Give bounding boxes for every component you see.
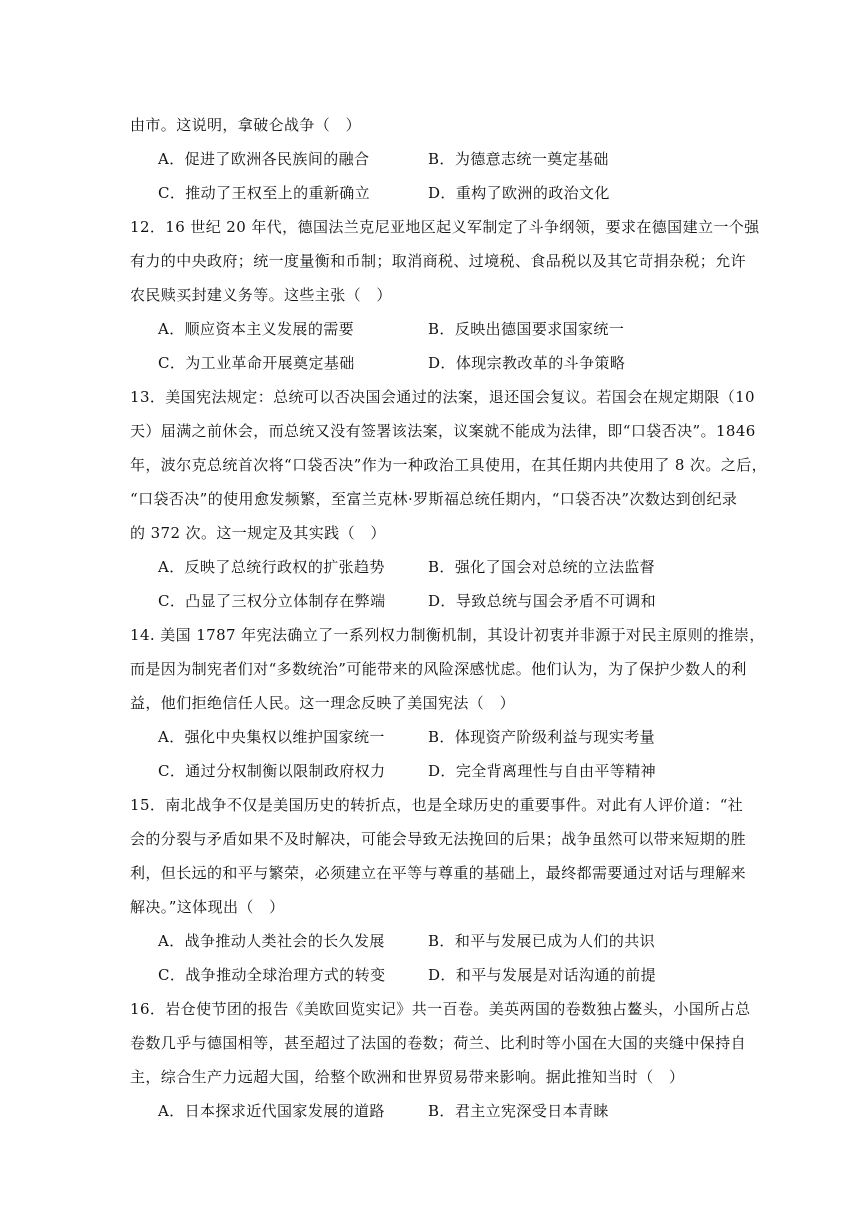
stem-line: 有力的中央政府；统一度量衡和币制；取消商税、过境税、食品税以及其它苛捐杂税；允许: [130, 252, 747, 270]
stem-line: 卷数几乎与德国相等，甚至超过了法国的卷数；荷兰、比利时等小国在大国的夹缝中保持自: [130, 1034, 747, 1052]
stem-line: 农民赎买封建义务等。这些主张（ ）: [130, 286, 392, 304]
option-row: [130, 312, 730, 346]
option-row: [130, 176, 730, 210]
option-row: [130, 550, 730, 584]
question-14: [130, 618, 765, 788]
option-a[interactable]: A．日本探求近代国家发展的道路: [158, 1102, 385, 1120]
option-row: [130, 924, 730, 958]
option-d[interactable]: D．完全背离理性与自由平等精神: [428, 762, 657, 780]
option-c[interactable]: C．战争推动全球治理方式的转变: [158, 966, 386, 984]
question-15: [130, 788, 747, 992]
question-12: [130, 210, 760, 380]
option-b[interactable]: B．君主立宪深受日本青睐: [428, 1102, 609, 1120]
option-c[interactable]: C．推动了王权至上的重新确立: [158, 184, 371, 202]
option-b[interactable]: B．反映出德国要求国家统一: [428, 320, 625, 338]
option-b[interactable]: B．强化了国会对总统的立法监督: [428, 558, 656, 576]
stem-line: 12．16 世纪 20 年代，德国法兰克尼亚地区起义军制定了斗争纲领，要求在德国建立一个强: [130, 218, 760, 236]
stem-line: 而是因为制宪者们对“多数统治”可能带来的风险深感忧虑。他们认为，为了保护少数人的利: [130, 660, 747, 678]
option-row: [130, 142, 730, 176]
option-c[interactable]: C．为工业革命开展奠定基础: [158, 354, 355, 372]
stem-line: 天）届满之前休会，而总统又没有签署该法案，议案就不能成为法律，即“口袋否决”。1846: [130, 422, 756, 440]
option-b[interactable]: B．和平与发展已成为人们的共识: [428, 932, 656, 950]
stem-line: 15．南北战争不仅是美国历史的转折点，也是全球历史的重要事件。对此有人评价道：“社: [130, 796, 744, 814]
stem-line: 13．美国宪法规定：总统可以否决国会通过的法案，退还国会复议。若国会在规定期限（10: [130, 388, 755, 406]
stem-line: 主，综合生产力远超大国，给整个欧洲和世界贸易带来影响。据此推知当时（ ）: [130, 1068, 685, 1086]
option-row: [130, 346, 730, 380]
option-a[interactable]: A．战争推动人类社会的长久发展: [158, 932, 385, 950]
stem-line: 解决。”这体现出（ ）: [130, 898, 285, 916]
option-a[interactable]: A．促进了欧洲各民族间的融合: [158, 150, 370, 168]
question-13: [130, 380, 768, 618]
stem-line: 14. 美国 1787 年宪法确立了一系列权力制衡机制，其设计初衷并非源于对民主原则的推崇，: [130, 626, 765, 644]
option-d[interactable]: D．和平与发展是对话沟通的前提: [428, 966, 657, 984]
option-c[interactable]: C．通过分权制衡以限制政府权力: [158, 762, 386, 780]
question-11-tail: [130, 108, 730, 210]
option-row: [130, 1094, 730, 1128]
stem-line: 16．岩仓使节团的报告《美欧回览实记》共一百卷。美英两国的卷数独占鳌头，小国所占总: [130, 1000, 751, 1018]
question-16: [130, 992, 751, 1128]
option-row: [130, 754, 730, 788]
option-b[interactable]: B．为德意志统一奠定基础: [428, 150, 609, 168]
option-a[interactable]: A．强化中央集权以维护国家统一: [158, 728, 385, 746]
stem-line: 的 372 次。这一规定及其实践（ ）: [130, 524, 386, 542]
stem-line: 年，波尔克总统首次将“口袋否决”作为一种政治工具使用，在其任期内共使用了 8 次。之后，: [130, 456, 768, 474]
option-b[interactable]: B．体现资产阶级利益与现实考量: [428, 728, 656, 746]
option-d[interactable]: D．体现宗教改革的斗争策略: [428, 354, 626, 372]
option-d[interactable]: D．重构了欧洲的政治文化: [428, 184, 610, 202]
option-c[interactable]: C．凸显了三权分立体制存在弊端: [158, 592, 386, 610]
stem-line: 利，但长远的和平与繁荣，必须建立在平等与尊重的基础上，最终都需要通过对话与理解来: [130, 864, 747, 882]
option-d[interactable]: D．导致总统与国会矛盾不可调和: [428, 592, 657, 610]
stem-line: 益，他们拒绝信任人民。这一理念反映了美国宪法（ ）: [130, 694, 516, 712]
stem-line: 由市。这说明，拿破仑战争（ ）: [130, 116, 362, 134]
exam-page: [130, 108, 768, 1128]
option-a[interactable]: A．反映了总统行政权的扩张趋势: [158, 558, 385, 576]
stem-line: “口袋否决”的使用愈发频繁，至富兰克林·罗斯福总统任期内，“口袋否决”次数达到创纪录: [130, 490, 738, 508]
stem-line: 会的分裂与矛盾如果不及时解决，可能会导致无法挽回的后果；战争虽然可以带来短期的胜: [130, 830, 747, 848]
option-row: [130, 584, 730, 618]
option-a[interactable]: A．顺应资本主义发展的需要: [158, 320, 355, 338]
option-row: [130, 958, 730, 992]
option-row: [130, 720, 730, 754]
